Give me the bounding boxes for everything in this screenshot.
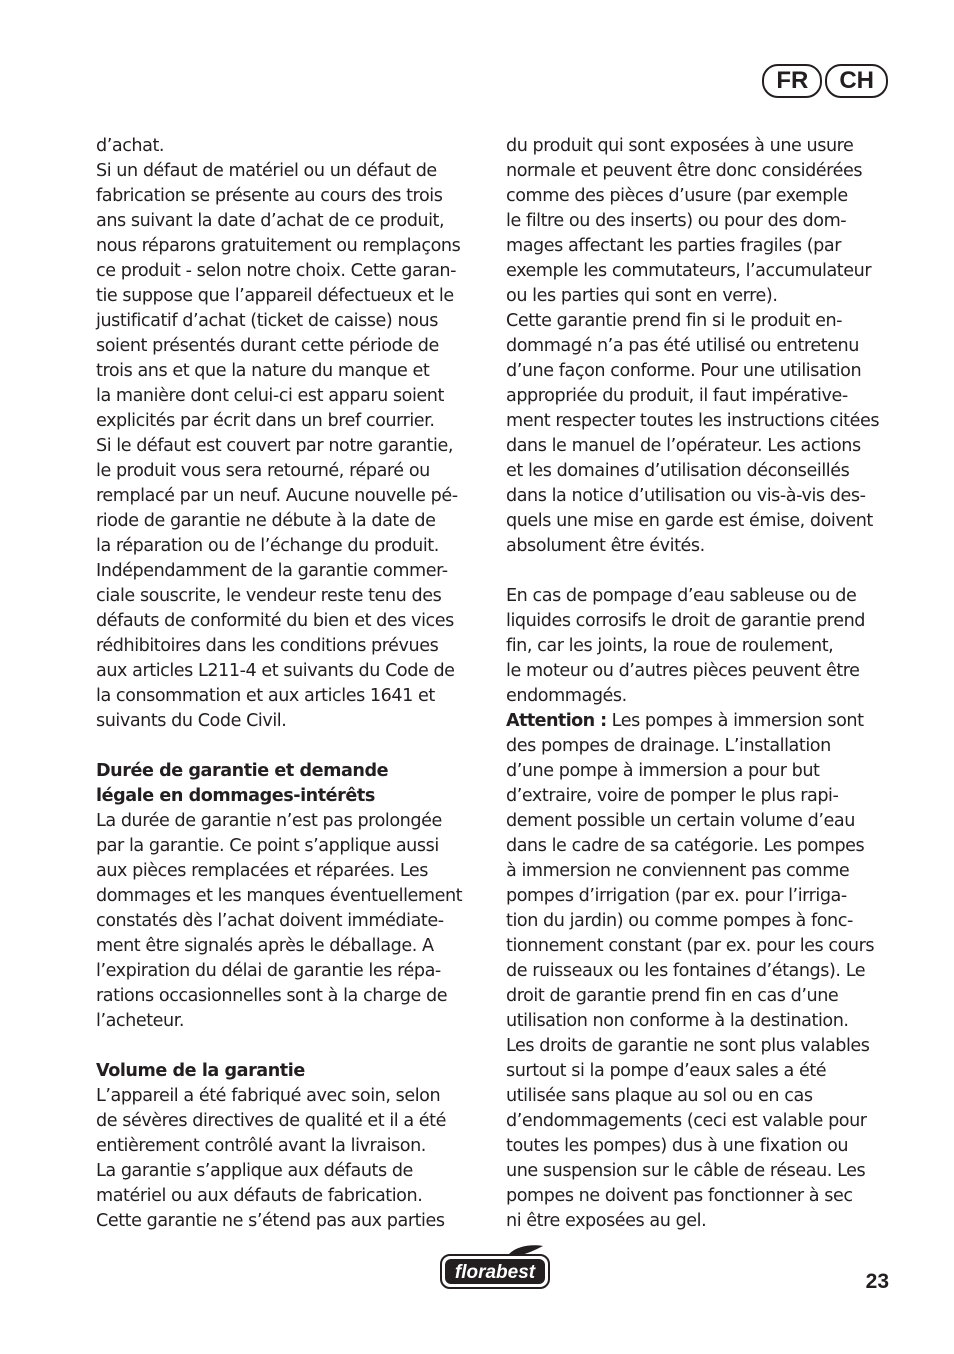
- duration-paragraph: [96, 809, 488, 1034]
- text-line: nous réparons gratuitement ou remplaçons: [96, 236, 461, 256]
- text-line: le produit vous sera retourné, réparé ou: [96, 461, 430, 481]
- text-line: endommagés.: [506, 686, 627, 706]
- text-line: de ruisseaux ou les fontaines d’étangs). Le: [506, 961, 866, 981]
- text-line: utilisation non conforme à la destination.: [506, 1011, 849, 1031]
- text-line: dans la notice d’utilisation ou vis-à-vis des-: [506, 486, 866, 506]
- florabest-logo: [439, 1244, 551, 1290]
- text-line: L’appareil a été fabriqué avec soin, selon: [96, 1086, 441, 1106]
- text-line: ni être exposées au gel.: [506, 1211, 707, 1231]
- text-line: appropriée du produit, il faut impérative-: [506, 386, 848, 406]
- text-line: liquides corrosifs le droit de garantie prend: [506, 611, 865, 631]
- text-line: Si un défaut de matériel ou un défaut de: [96, 161, 437, 181]
- left-column: [96, 134, 488, 1234]
- text-line: l’acheteur.: [96, 1011, 185, 1031]
- text-line: utilisée sans plaque au sol ou en cas: [506, 1086, 813, 1106]
- text-line: le moteur ou d’autres pièces peuvent être: [506, 661, 860, 681]
- text-line: la manière dont celui-ci est apparu soient: [96, 386, 444, 406]
- text-line: et les domaines d’utilisation déconseillés: [506, 461, 850, 481]
- text-line: d’extraire, voire de pomper le plus rapi-: [506, 786, 839, 806]
- text-line: Les droits de garantie ne sont plus valables: [506, 1036, 870, 1056]
- text-line: quels une mise en garde est émise, doivent: [506, 511, 873, 531]
- text-line: droit de garantie prend fin en cas d’une: [506, 986, 839, 1006]
- text-line: dommagé n’a pas été utilisé ou entretenu: [506, 336, 859, 356]
- text-line: Si le défaut est couvert par notre garantie,: [96, 436, 453, 456]
- logo-text: florabest: [454, 1262, 536, 1283]
- text-line: soient présentés durant cette période de: [96, 336, 439, 356]
- text-line: la consommation et aux articles 1641 et: [96, 686, 435, 706]
- text-line: pompes d’irrigation (par ex. pour l’irriga-: [506, 886, 847, 906]
- text-line: exemple les commutateurs, l’accumulateur: [506, 261, 872, 281]
- text-line: d’une façon conforme. Pour une utilisation: [506, 361, 862, 381]
- text-line: ciale souscrite, le vendeur reste tenu des: [96, 586, 442, 606]
- text-line: Durée de garantie et demande: [96, 761, 389, 781]
- text-line: ce produit - selon notre choix. Cette garan-: [96, 261, 457, 281]
- text-line: explicités par écrit dans un bref courrier.: [96, 411, 435, 431]
- text-line: dement possible un certain volume d’eau: [506, 811, 855, 831]
- text-line: dans le cadre de sa catégorie. Les pompes: [506, 836, 865, 856]
- attention-line: [506, 709, 898, 734]
- text-line: surtout si la pompe d’eaux sales a été: [506, 1061, 827, 1081]
- language-badges: [762, 64, 888, 98]
- attention-label: Attention :: [506, 711, 607, 731]
- text-line: entièrement contrôlé avant la livraison.: [96, 1136, 426, 1156]
- language-badge-ch: CH: [825, 64, 888, 98]
- text-line: défauts de conformité du bien et des vices: [96, 611, 454, 631]
- text-line: comme des pièces d’usure (par exemple: [506, 186, 848, 206]
- text-line: la réparation ou de l’échange du produit.: [96, 536, 439, 556]
- text-line: fabrication se présente au cours des trois: [96, 186, 443, 206]
- text-line: de sévères directives de qualité et il a été: [96, 1111, 447, 1131]
- text-line: Indépendamment de la garantie commer-: [96, 561, 448, 581]
- attention-first-text: Les pompes à immersion sont: [606, 711, 864, 731]
- text-line: tionnement constant (par ex. pour les cours: [506, 936, 875, 956]
- text-line: La durée de garantie n’est pas prolongée: [96, 811, 442, 831]
- attention-paragraph: [506, 734, 898, 1234]
- language-badge-fr: FR: [762, 64, 822, 98]
- text-line: aux articles L211-4 et suivants du Code de: [96, 661, 455, 681]
- text-line: l’expiration du délai de garantie les répa-: [96, 961, 441, 981]
- text-line: à immersion ne conviennent pas comme: [506, 861, 850, 881]
- text-line: Cette garantie prend fin si le produit en-: [506, 311, 843, 331]
- text-line: d’achat.: [96, 136, 165, 156]
- text-line: ment respecter toutes les instructions citées: [506, 411, 880, 431]
- text-line: aux pièces remplacées et réparées. Les: [96, 861, 428, 881]
- text-line: pompes ne doivent pas fonctionner à sec: [506, 1186, 853, 1206]
- text-line: légale en dommages-intérêts: [96, 786, 375, 806]
- text-line: fin, car les joints, la roue de roulement,: [506, 636, 834, 656]
- text-line: justificatif d’achat (ticket de caisse) nous: [96, 311, 438, 331]
- text-line: tie suppose que l’appareil défectueux et le: [96, 286, 454, 306]
- text-line: Cette garantie ne s’étend pas aux parties: [96, 1211, 445, 1231]
- text-line: dans le manuel de l’opérateur. Les actions: [506, 436, 861, 456]
- scope-paragraph: [96, 1084, 488, 1234]
- text-line: normale et peuvent être donc considérées: [506, 161, 863, 181]
- text-line: suivants du Code Civil.: [96, 711, 287, 731]
- text-line: ment être signalés après le déballage. A: [96, 936, 434, 956]
- text-line: une suspension sur le câble de réseau. Les: [506, 1161, 866, 1181]
- text-line: En cas de pompage d’eau sableuse ou de: [506, 586, 857, 606]
- text-line: trois ans et que la nature du manque et: [96, 361, 430, 381]
- page-number: 23: [865, 1270, 889, 1293]
- text-line: mages affectant les parties fragiles (par: [506, 236, 842, 256]
- text-line: du produit qui sont exposées à une usure: [506, 136, 854, 156]
- text-line: le filtre ou des inserts) ou pour des dom-: [506, 211, 847, 231]
- section-heading-scope: [96, 1059, 488, 1084]
- text-line: tion du jardin) ou comme pompes à fonc-: [506, 911, 853, 931]
- right-column: [506, 134, 898, 1234]
- text-line: toutes les pompes) dus à une fixation ou: [506, 1136, 849, 1156]
- text-line: La garantie s’applique aux défauts de: [96, 1161, 413, 1181]
- wear-parts-paragraph: [506, 134, 898, 559]
- text-line: d’endommagements (ceci est valable pour: [506, 1111, 867, 1131]
- text-line: matériel ou aux défauts de fabrication.: [96, 1186, 423, 1206]
- text-line: rations occasionnelles sont à la charge de: [96, 986, 448, 1006]
- text-line: riode de garantie ne débute à la date de: [96, 511, 436, 531]
- text-line: ans suivant la date d’achat de ce produit,: [96, 211, 445, 231]
- text-line: ou les parties qui sont en verre).: [506, 286, 778, 306]
- warranty-paragraph: [96, 134, 488, 734]
- text-line: remplacé par un neuf. Aucune nouvelle pé-: [96, 486, 458, 506]
- text-line: par la garantie. Ce point s’applique aussi: [96, 836, 439, 856]
- text-line: dommages et les manques éventuellement: [96, 886, 463, 906]
- section-heading-duration: [96, 759, 488, 809]
- text-line: des pompes de drainage. L’installation: [506, 736, 831, 756]
- text-line: Volume de la garantie: [96, 1061, 305, 1081]
- text-line: constatés dès l’achat doivent immédiate-: [96, 911, 444, 931]
- sandy-water-paragraph: [506, 584, 898, 709]
- text-line: absolument être évités.: [506, 536, 705, 556]
- text-line: rédhibitoires dans les conditions prévues: [96, 636, 439, 656]
- text-line: d’une pompe à immersion a pour but: [506, 761, 820, 781]
